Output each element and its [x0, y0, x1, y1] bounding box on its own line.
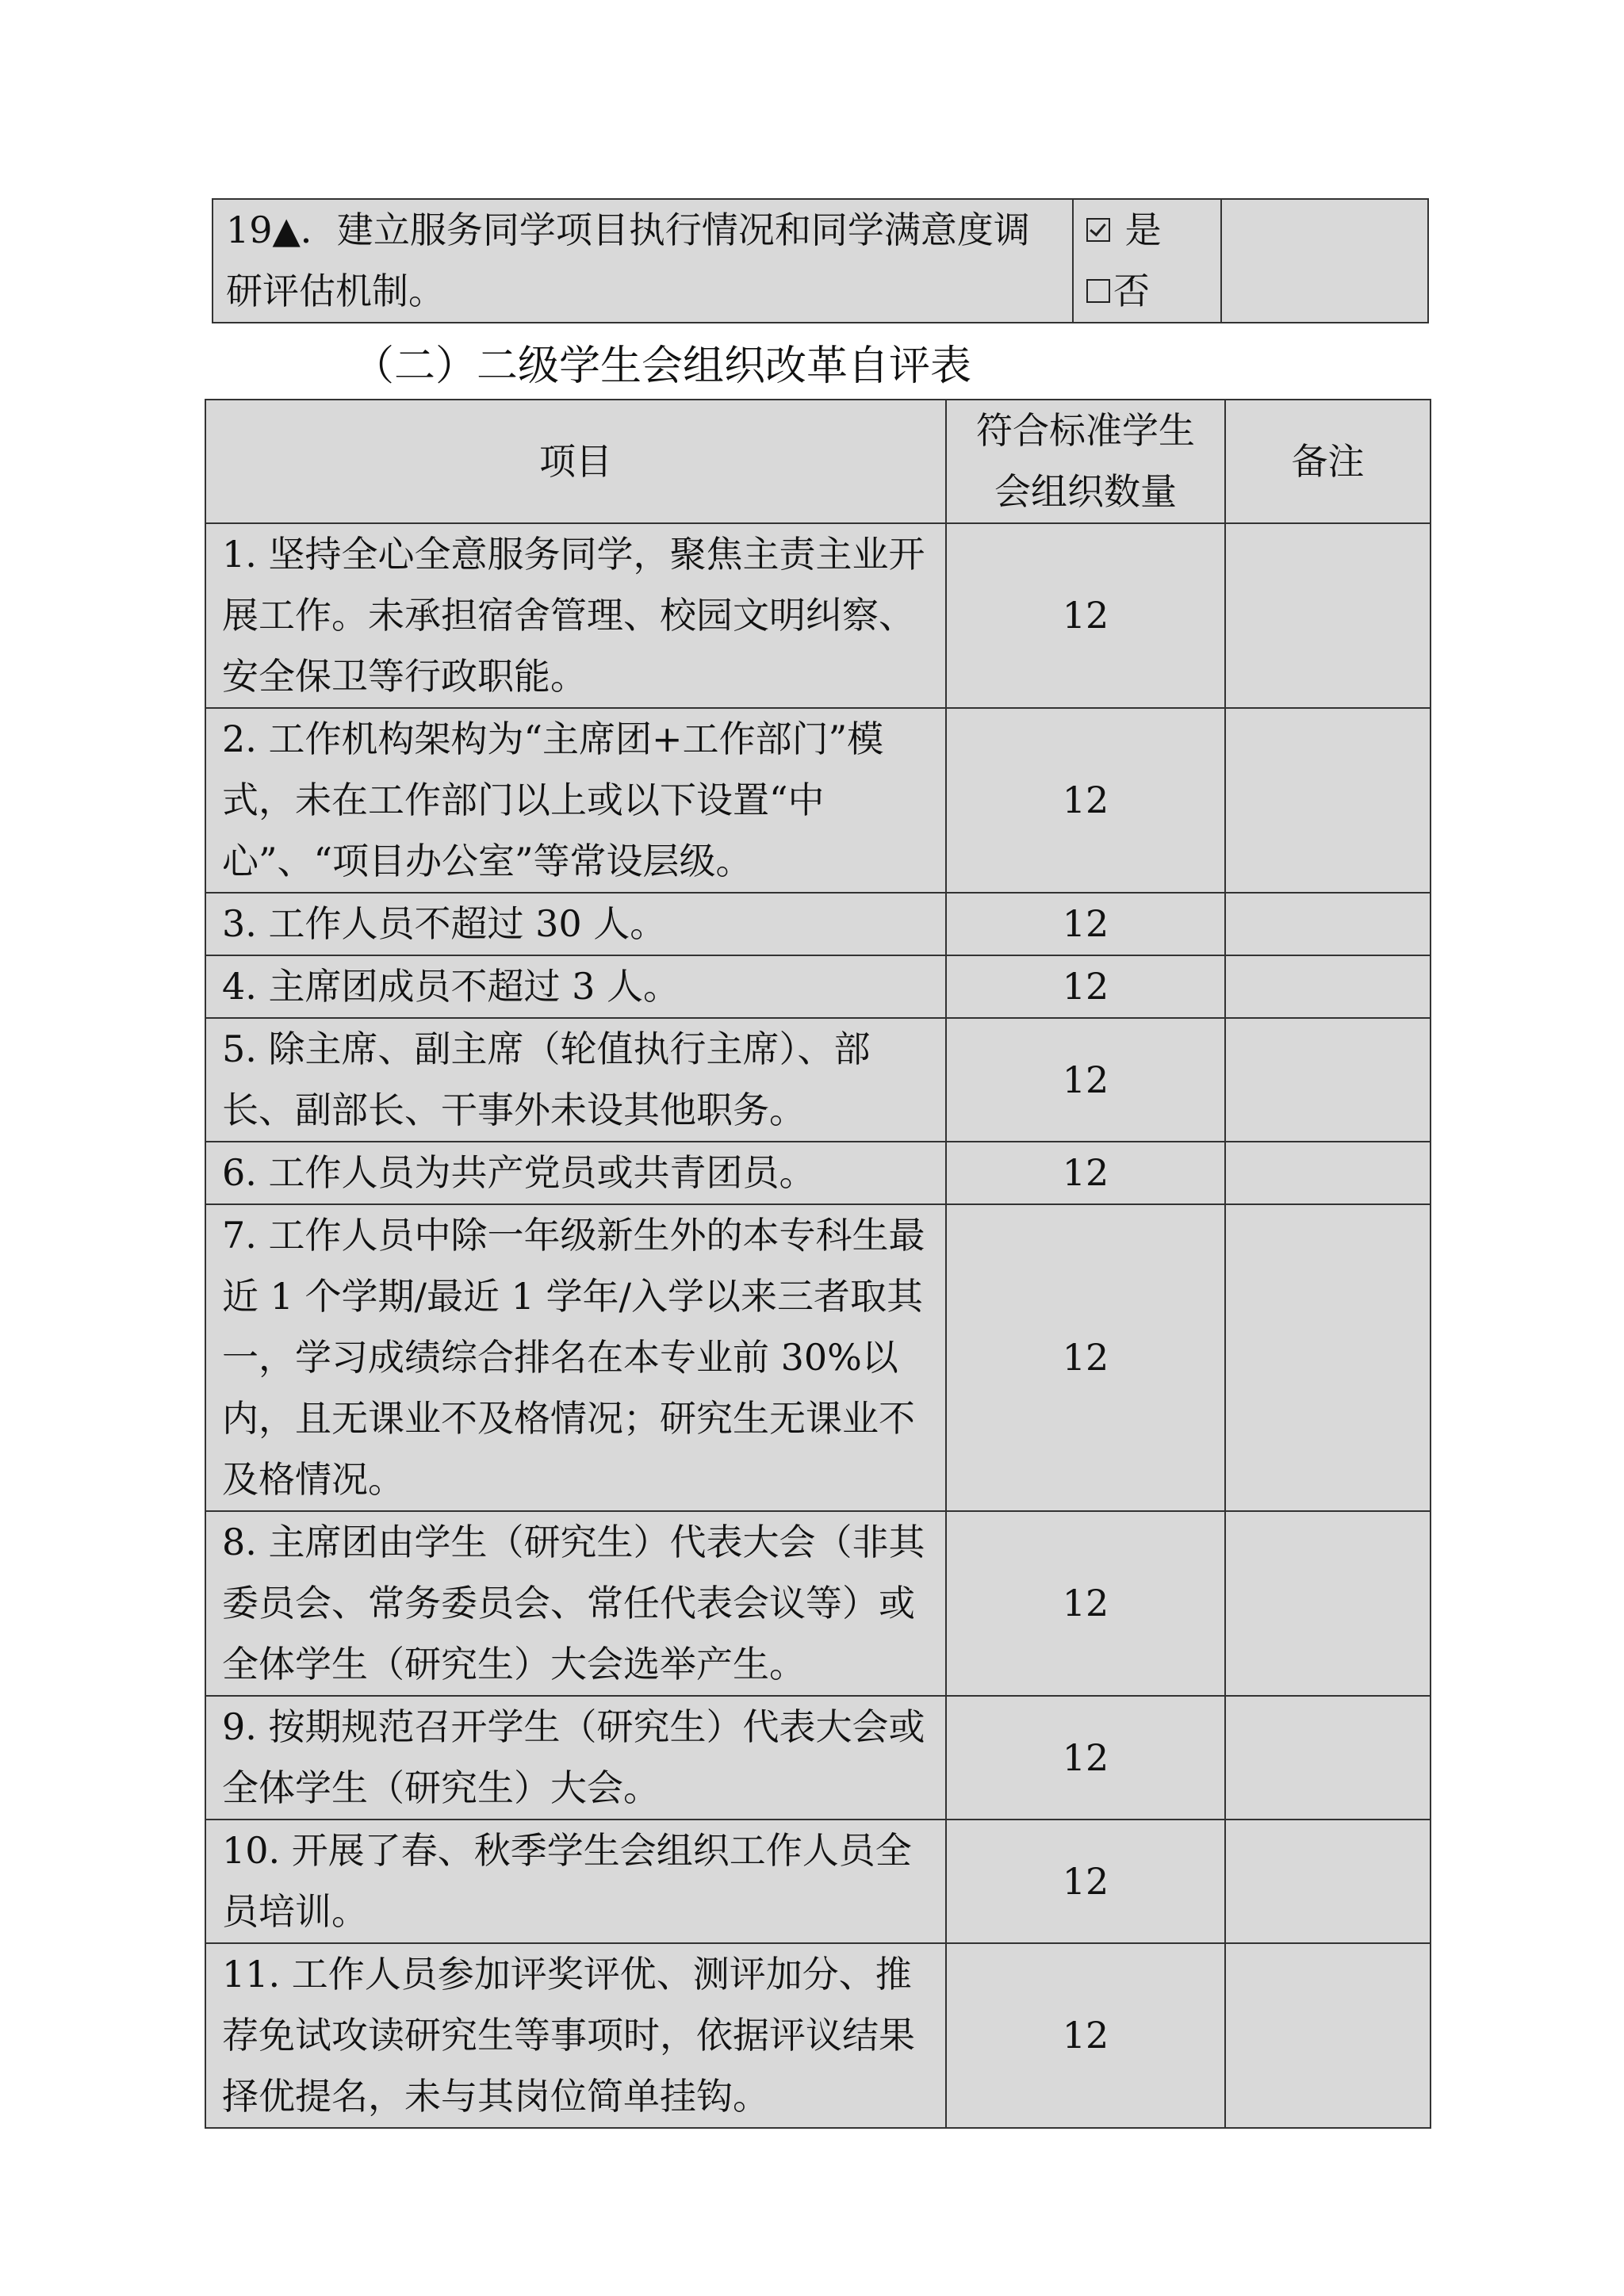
- item-cell: 6. 工作人员为共产党员或共青团员。: [205, 1142, 946, 1204]
- note-cell: [1225, 1511, 1431, 1696]
- yes-no-cell: [1073, 199, 1221, 323]
- top-table: [212, 198, 1429, 323]
- table-row: [205, 1943, 1431, 2128]
- item-cell: 3. 工作人员不超过 30 人。: [205, 893, 946, 955]
- header-note: 备注: [1225, 400, 1431, 523]
- count-cell: 12: [946, 523, 1225, 708]
- note-cell: [1225, 955, 1431, 1018]
- item-cell: 4. 主席团成员不超过 3 人。: [205, 955, 946, 1018]
- note-cell: [1225, 1018, 1431, 1142]
- table-row: [205, 708, 1431, 893]
- item-cell: 10. 开展了春、秋季学生会组织工作人员全员培训。: [205, 1820, 946, 1943]
- note-cell: [1225, 523, 1431, 708]
- table-row: [205, 1511, 1431, 1696]
- table-row: [205, 1820, 1431, 1943]
- count-cell: 12: [946, 1820, 1225, 1943]
- count-cell: 12: [946, 1511, 1225, 1696]
- note-cell: [1221, 199, 1428, 323]
- note-cell: [1225, 1204, 1431, 1511]
- table-row: [205, 523, 1431, 708]
- note-cell: [1225, 708, 1431, 893]
- table-row: [205, 893, 1431, 955]
- count-cell: 12: [946, 1018, 1225, 1142]
- note-cell: [1225, 1943, 1431, 2128]
- option-yes-label: 是: [1124, 209, 1162, 251]
- count-cell: 12: [946, 708, 1225, 893]
- item-cell: 1. 坚持全心全意服务同学，聚焦主责主业开展工作。未承担宿舍管理、校园文明纠察、安全保卫等行政职能。: [205, 523, 946, 708]
- count-cell: 12: [946, 893, 1225, 955]
- item-cell: 2. 工作机构架构为“主席团+工作部门”模式，未在工作部门以上或以下设置“中心”、“项目办公室”等常设层级。: [205, 708, 946, 893]
- header-count: 符合标准学生会组织数量: [946, 400, 1225, 523]
- note-cell: [1225, 893, 1431, 955]
- option-no-label: 否: [1113, 270, 1150, 312]
- note-cell: [1225, 1820, 1431, 1943]
- self-evaluation-table: [205, 399, 1431, 2129]
- table-row: [205, 1018, 1431, 1142]
- table-row: [205, 955, 1431, 1018]
- item-cell: 7. 工作人员中除一年级新生外的本专科生最近 1 个学期/最近 1 学年/入学以来三者取其一，学习成绩综合排名在本专业前 30%以内，且无课业不及格情况；研究生无课业不及格情况。: [205, 1204, 946, 1511]
- count-cell: 12: [946, 1696, 1225, 1820]
- count-cell: 12: [946, 1204, 1225, 1511]
- table-row: [205, 1696, 1431, 1820]
- option-yes[interactable]: [1086, 200, 1208, 261]
- option-no[interactable]: [1086, 261, 1208, 322]
- item-cell: 8. 主席团由学生（研究生）代表大会（非其委员会、常务委员会、常任代表会议等）或全体学生（研究生）大会选举产生。: [205, 1511, 946, 1696]
- section-title: （二）二级学生会组织改革自评表: [353, 342, 972, 390]
- table-row: [213, 199, 1428, 323]
- header-item: 项目: [205, 400, 946, 523]
- item-cell: 5. 除主席、副主席（轮值执行主席）、部长、副部长、干事外未设其他职务。: [205, 1018, 946, 1142]
- table-row: [205, 1204, 1431, 1511]
- count-cell: 12: [946, 955, 1225, 1018]
- item-cell: 19▲．建立服务同学项目执行情况和同学满意度调研评估机制。: [213, 199, 1073, 323]
- table-row: [205, 1142, 1431, 1204]
- count-cell: 12: [946, 1142, 1225, 1204]
- checkbox-checked-icon[interactable]: [1086, 218, 1110, 242]
- count-cell: 12: [946, 1943, 1225, 2128]
- note-cell: [1225, 1696, 1431, 1820]
- checkbox-empty-icon[interactable]: [1086, 279, 1110, 303]
- item-cell: 9. 按期规范召开学生（研究生）代表大会或全体学生（研究生）大会。: [205, 1696, 946, 1820]
- note-cell: [1225, 1142, 1431, 1204]
- item-cell: 11. 工作人员参加评奖评优、测评加分、推荐免试攻读研究生等事项时，依据评议结果择优提名，未与其岗位简单挂钩。: [205, 1943, 946, 2128]
- table-header-row: [205, 400, 1431, 523]
